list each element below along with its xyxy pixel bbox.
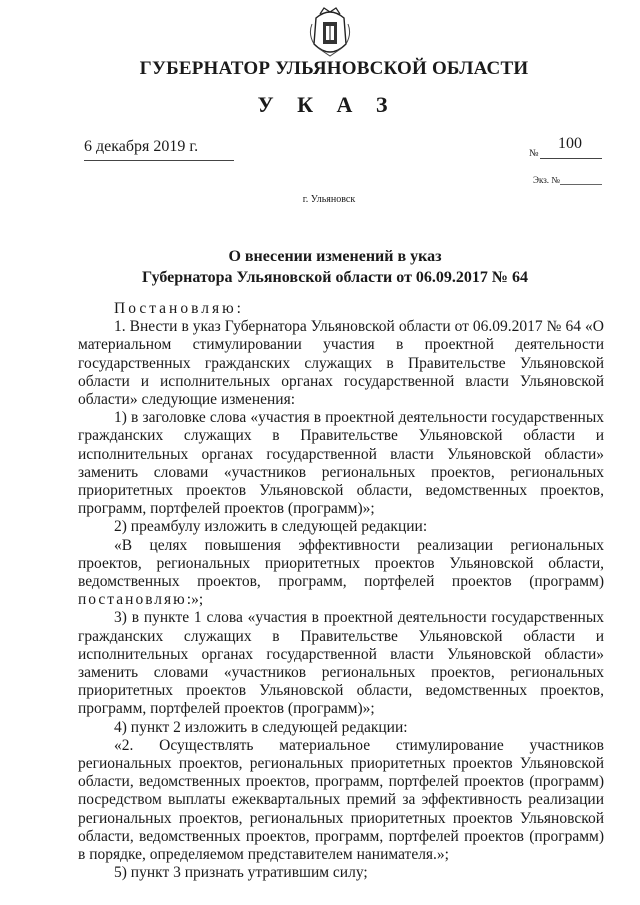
document-type: У К А З [257, 92, 397, 117]
resolve-statement: Постановляю: [114, 300, 244, 317]
paragraph-1: 1. Внести в указ Губернатора Ульяновской области от 06.09.2017 № 64 «О материальном стимулировании участия в проектной деятельности государственных гражданских служащих в Правительстве Ульяновской области и исполнительных органах государственной власти Ульяновской области» следующие изменения: [78, 318, 604, 409]
copy-number-underline [560, 184, 602, 185]
copy-number-label: Экз. № [533, 175, 560, 185]
number-label: № [529, 148, 539, 159]
paragraph-4 [78, 537, 604, 610]
issuing-authority: ГУБЕРНАТОР УЛЬЯНОВСКОЙ ОБЛАСТИ [139, 58, 529, 79]
document-body [78, 300, 604, 883]
paragraph-8: 5) пункт 3 признать утратившим силу; [114, 864, 368, 882]
document-title [0, 246, 640, 288]
coat-of-arms-emblem [308, 4, 352, 62]
paragraph-4-spaced: постановляю [78, 591, 187, 609]
title-line-1: О внесении изменений в указ [228, 248, 442, 265]
city-name: г. Ульяновск [302, 194, 356, 205]
paragraph-6: 4) пункт 2 изложить в следующей редакции: [114, 718, 408, 736]
paragraph-3: 2) преамбулу изложить в следующей редакции: [114, 518, 428, 536]
document-number: 100 [558, 135, 582, 152]
title-line-2: Губернатора Ульяновской области от 06.09.2017 № 64 [142, 269, 528, 286]
paragraph-5: 3) в пункте 1 слова «участия в проектной деятельности государственных гражданских служащих в Правительстве Ульяновской области и исполнительных органах государственной власти Ульяновской области» заменить словами «участников региональных проектов, региональных приоритетных проектов Ульяновской области, ведомственных проектов, программ, портфелей проектов (программ)»; [78, 609, 604, 718]
date-underline [84, 160, 234, 161]
paragraph-4-end: :»; [186, 591, 204, 609]
paragraph-7: «2. Осуществлять материальное стимулирование участников региональных проектов, региональных приоритетных проектов Ульяновской области, ведомственных проектов, программ, портфелей проектов (программ) посредством выплаты ежеквартальных премий за эффективность реализации региональных проектов, региональных приоритетных проектов Ульяновской области, ведомственных проектов, программ, портфелей проектов (программ) в порядке, определяемом представителем нанимателя.»; [78, 736, 604, 864]
document-date: 6 декабря 2019 г. [84, 138, 199, 155]
paragraph-2: 1) в заголовке слова «участия в проектной деятельности государственных гражданских служащих в Правительстве Ульяновской области и исполнительных органах государственной власти Ульяновской области» заменить словами «участников региональных проектов, региональных приоритетных проектов Ульяновской области, ведомственных проектов, программ, портфелей проектов (программ)»; [78, 409, 604, 518]
paragraph-4-start: «В целях повышения эффективности реализации региональных проектов, региональных приоритетных проектов Ульяновской области, ведомственных проектов, программ, портфелей проектов (программ) [78, 536, 604, 591]
number-underline [540, 158, 602, 159]
